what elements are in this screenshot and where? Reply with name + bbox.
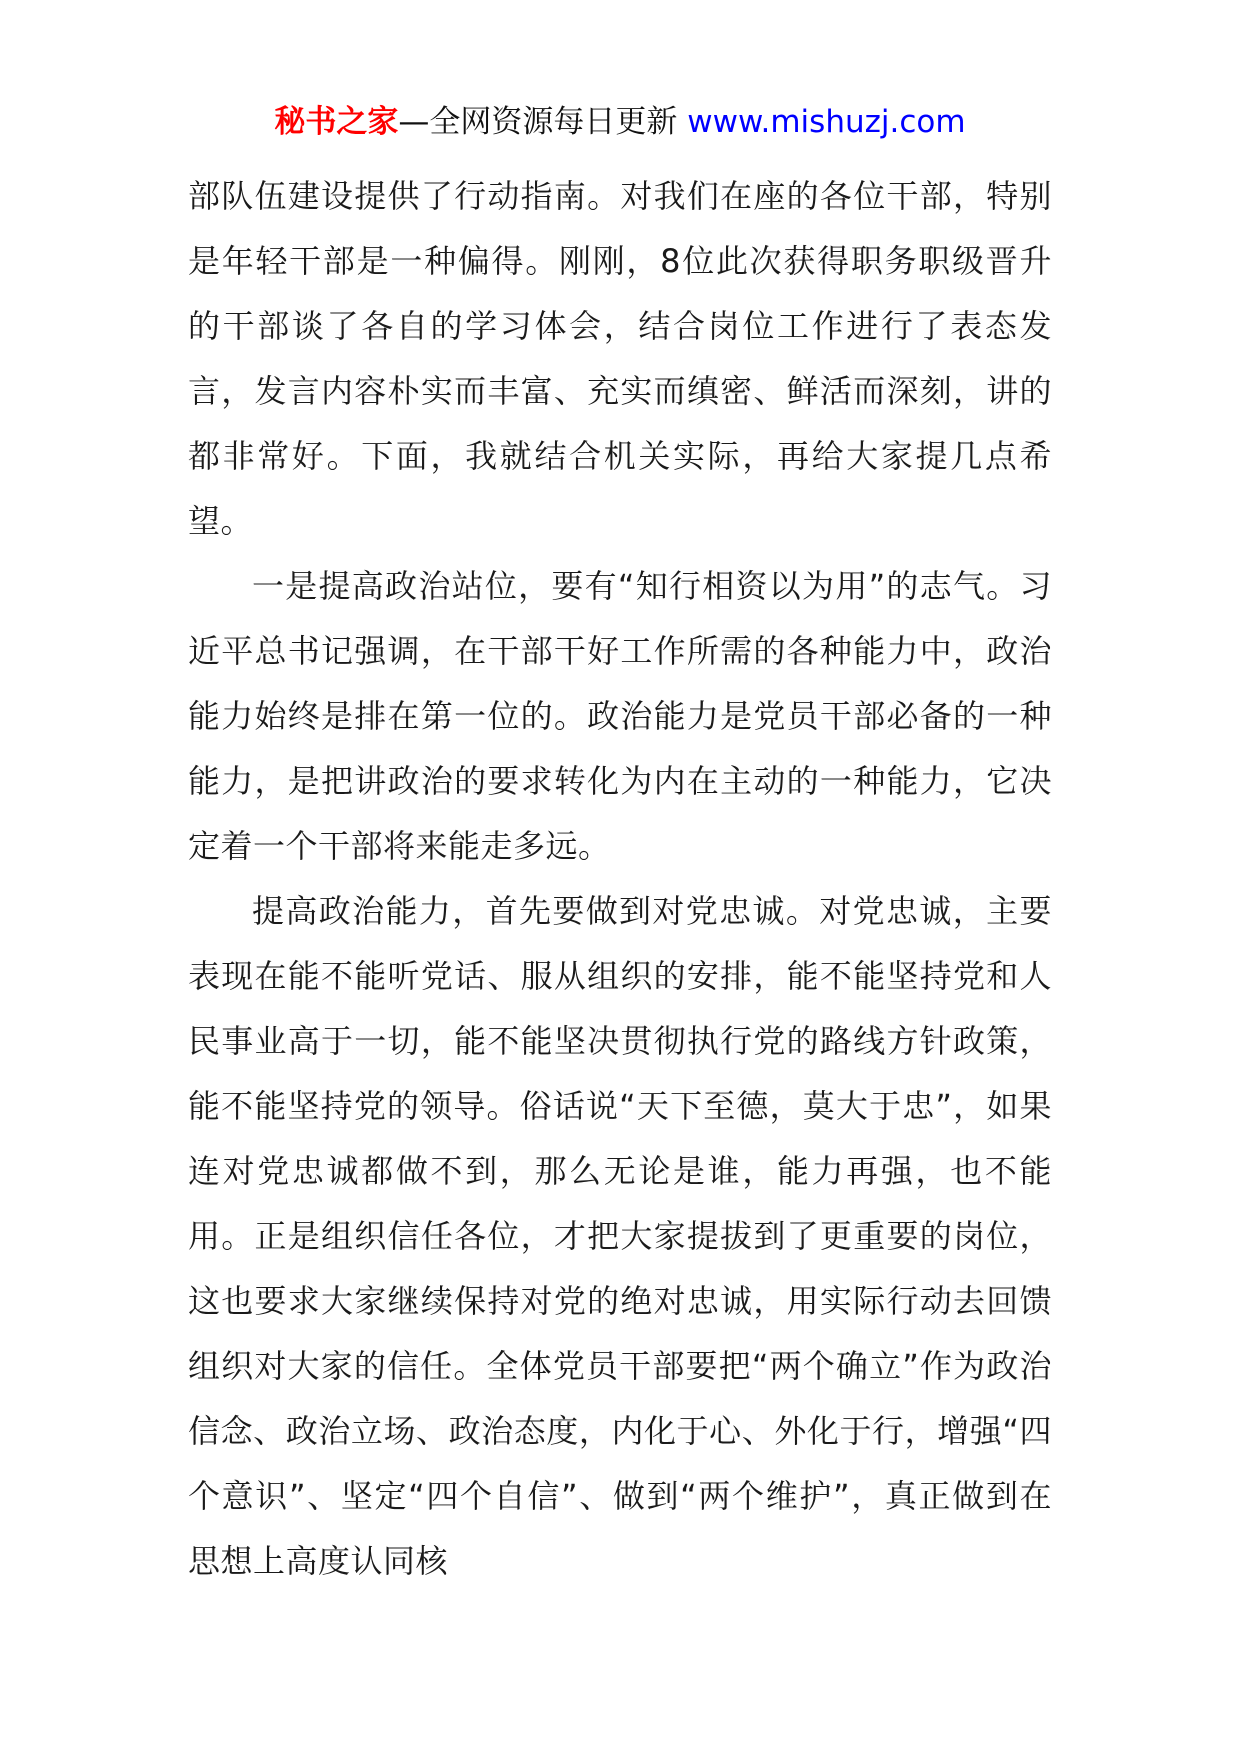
- paragraph-party-loyalty: 提高政治能力，首先要做到对党忠诚。对党忠诚，主要表现在能不能听党话、服从组织的安排，能不能坚持党和人民事业高于一切，能不能坚决贯彻执行党的路线方针政策，能不能坚持党的领导。俗话说“天下至德，莫大于忠”，如果连对党忠诚都做不到，那么无论是谁，能力再强，也不能用。正是组织信任各位，才把大家提拔到了更重要的岗位，这也要求大家继续保持对党的绝对忠诚，用实际行动去回馈组织对大家的信任。全体党员干部要把“两个确立”作为政治信念、政治立场、政治态度，内化于心、外化于行，增强“四个意识”、坚定“四个自信”、做到“两个维护”，真正做到在思想上高度认同核: [188, 892, 1052, 1580]
- page-header: [0, 102, 1240, 142]
- header-url-link[interactable]: www.mishuzj.com: [687, 104, 966, 140]
- header-brand: 秘书之家: [274, 104, 399, 140]
- paragraph-continuation: 部队伍建设提供了行动指南。对我们在座的各位干部，特别是年轻干部是一种偏得。刚刚，8位此次获得职务职级晋升的干部谈了各自的学习体会，结合岗位工作进行了表态发言，发言内容朴实而丰富、充实而缜密、鲜活而深刻，讲的都非常好。下面，我就结合机关实际，再给大家提几点希望。: [188, 177, 1052, 540]
- document-body: [188, 164, 1052, 1594]
- header-tagline: —全网资源每日更新: [398, 104, 678, 140]
- paragraph-political-stance: 一是提高政治站位，要有“知行相资以为用”的志气。习近平总书记强调，在干部干好工作所需的各种能力中，政治能力始终是排在第一位的。政治能力是党员干部必备的一种能力，是把讲政治的要求转化为内在主动的一种能力，它决定着一个干部将来能走多远。: [188, 567, 1052, 865]
